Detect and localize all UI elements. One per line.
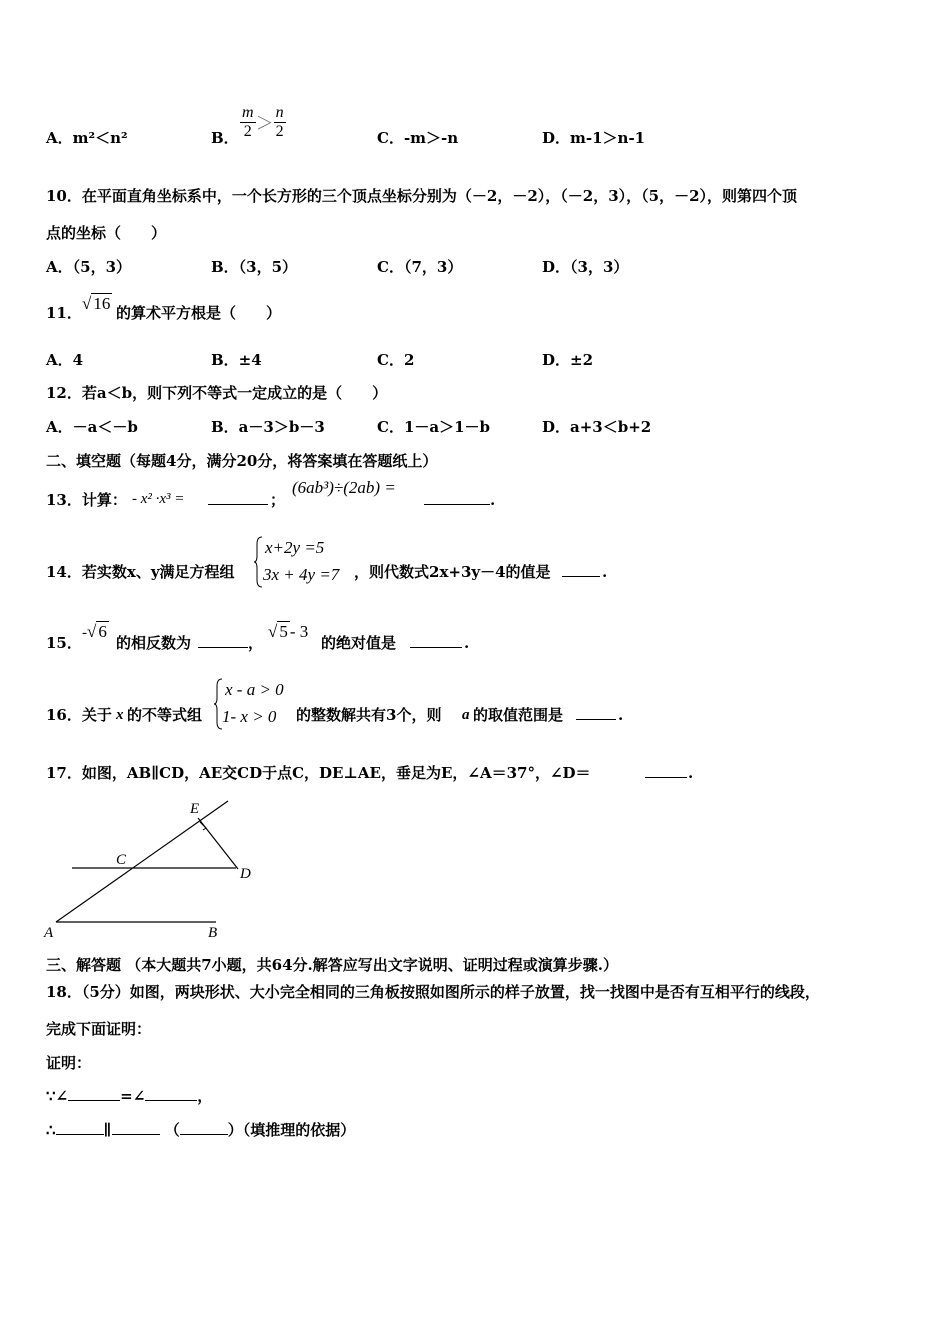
q15-end: . xyxy=(464,634,470,652)
q10-stem-line1: 10．在平面直角坐标系中，一个长方形的三个顶点坐标分别为（－2，－2），（－2，3），（5，－2），则第四个顶 xyxy=(46,187,798,205)
q14-end: . xyxy=(602,563,608,581)
q14-equation-2: 3x + 4y =7 xyxy=(263,565,340,584)
q10-option-c: C．（7，3） xyxy=(377,258,463,276)
q11-option-d: D．±2 xyxy=(542,351,594,369)
q11-option-b: B．±4 xyxy=(211,351,262,369)
q13-expr2: (6ab³)÷(2ab) = xyxy=(292,478,396,497)
q10-option-d: D．（3，3） xyxy=(542,258,629,276)
label-e: E xyxy=(190,801,200,817)
q18-blank-line-1[interactable] xyxy=(56,1120,104,1135)
fraction-m-over-2: $\frac{m}{2}$ xyxy=(242,104,254,140)
q15-sqrt5-minus-3: √ 5 - 3 xyxy=(268,622,309,641)
q15-mid: 的相反数为 xyxy=(116,634,192,652)
q11-sqrt: √ 16 xyxy=(82,294,111,313)
q11-stem: 的算术平方根是（ ） xyxy=(116,304,282,322)
q18-stem-line2: 完成下面证明： xyxy=(46,1020,152,1038)
q18-therefore-row: ∴ ∥ （ ）（填推理的依据） xyxy=(46,1121,356,1139)
q13-blank-2[interactable] xyxy=(424,490,490,505)
q10-option-a: A．（5，3） xyxy=(46,258,132,276)
q12-option-c: C．1－a＞1－b xyxy=(377,418,491,436)
q11-number: 11． xyxy=(46,304,82,322)
q17-stem: 17．如图，AB∥CD，AE交CD于点C，DE⊥AE，垂足为E，∠A＝37°，∠D＝ xyxy=(46,764,591,782)
label-d: D xyxy=(240,866,251,882)
q17-blank[interactable] xyxy=(645,763,687,778)
q9-option-b-label: B． xyxy=(211,129,239,147)
q15-neg-sqrt6: -√ 6 xyxy=(82,622,107,641)
q17-end: . xyxy=(688,764,694,782)
q9-option-c: C．-m＞-n xyxy=(377,129,459,147)
q11-option-c: C．2 xyxy=(377,351,415,369)
q12-stem: 12．若a＜b，则下列不等式一定成立的是（ ） xyxy=(46,384,388,402)
q13-end: . xyxy=(490,491,496,509)
q12-option-b: B．a－3＞b－3 xyxy=(211,418,325,436)
q17-figure xyxy=(40,790,270,942)
label-a: A xyxy=(44,925,54,941)
line-ae xyxy=(56,801,228,922)
label-c: C xyxy=(116,852,127,868)
q9-option-d: D．m-1＞n-1 xyxy=(542,129,646,147)
q13-prefix: 13．计算： xyxy=(46,491,127,509)
q18-blank-reason[interactable] xyxy=(180,1120,228,1135)
q16-suffix-2: 的取值范围是 xyxy=(473,706,564,724)
q14-suffix: ，则代数式2x+3y－4的值是 xyxy=(354,563,551,581)
q10-stem-line2: 点的坐标（ ） xyxy=(46,224,167,242)
q16-inequality-1: x - a > 0 xyxy=(225,680,284,699)
q18-proof-label: 证明： xyxy=(46,1054,92,1072)
q15-blank-1[interactable] xyxy=(198,633,248,648)
q18-blank-angle-2[interactable] xyxy=(145,1086,197,1101)
q13-separator: ； xyxy=(270,491,286,509)
q13-blank-1[interactable] xyxy=(208,490,268,505)
q16-inequality-2: 1- x > 0 xyxy=(222,707,277,726)
q16-end: . xyxy=(618,706,624,724)
q16-blank[interactable] xyxy=(576,705,616,720)
section-3-heading: 三、解答题 （本大题共7小题，共64分.解答应写出文字说明、证明过程或演算步骤.） xyxy=(46,956,618,974)
q18-because-row: ∵∠ =∠ ， xyxy=(46,1087,213,1105)
q15-separator: ， xyxy=(248,634,264,652)
q12-option-a: A．－a＜－b xyxy=(46,418,138,436)
right-angle-mark xyxy=(200,822,206,830)
q16-var-x: x xyxy=(116,707,124,723)
q14-prefix: 14．若实数x、y满足方程组 xyxy=(46,563,235,581)
q12-option-d: D．a+3＜b+2 xyxy=(542,418,652,436)
q9-option-b-expr: $\frac{m}{2}$ ＞ $\frac{n}{2}$ xyxy=(242,104,284,140)
q16-mid: 的不等式组 xyxy=(127,706,203,724)
fraction-n-over-2: $\frac{n}{2}$ xyxy=(275,104,284,140)
q15-blank-2[interactable] xyxy=(410,633,462,648)
q11-option-a: A．4 xyxy=(46,351,84,369)
q15-suffix: 的绝对值是 xyxy=(321,634,397,652)
q15-prefix: 15． xyxy=(46,634,82,652)
q16-prefix: 16．关于 xyxy=(46,706,112,724)
q10-option-b: B．（3，5） xyxy=(211,258,298,276)
q16-var-a: a xyxy=(462,707,470,723)
section-2-heading: 二、填空题（每题4分，满分20分，将答案填在答题纸上） xyxy=(46,452,438,470)
q9-option-a: A．m²＜n² xyxy=(46,129,128,147)
q18-blank-angle-1[interactable] xyxy=(68,1086,120,1101)
q18-stem-line1: 18．（5分）如图，两块形状、大小完全相同的三角板按照如图所示的样子放置，找一找图中是否有互相平行的线段， xyxy=(46,983,820,1001)
q13-expr1: - x² ·x³ = xyxy=(132,491,185,507)
label-b: B xyxy=(208,925,218,941)
q14-equation-1: x+2y =5 xyxy=(265,538,325,557)
q16-suffix-1: 的整数解共有3个，则 xyxy=(296,706,442,724)
q14-blank[interactable] xyxy=(562,562,600,577)
q18-blank-line-2[interactable] xyxy=(112,1120,160,1135)
